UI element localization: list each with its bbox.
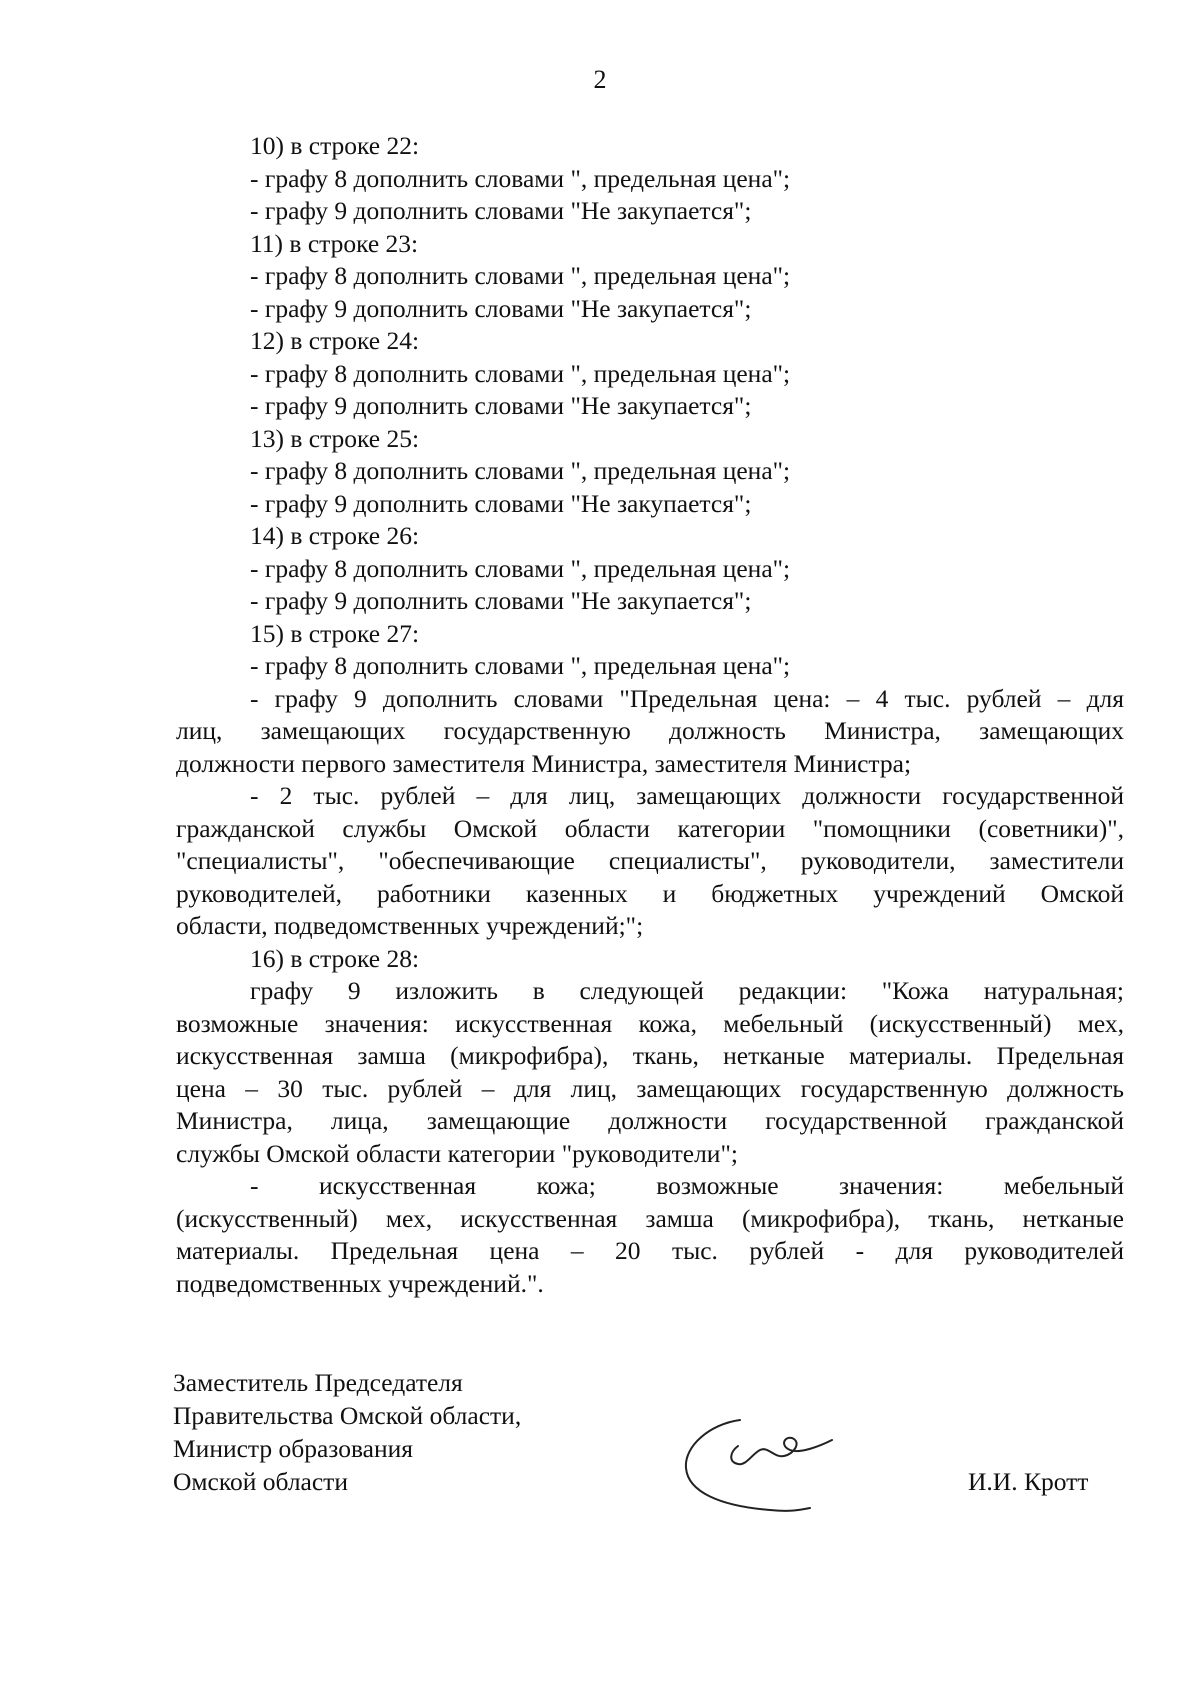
text-line: "специалисты", "обеспечивающие специалисты", руководители, заместители	[176, 846, 1124, 875]
body-text	[176, 130, 1124, 1300]
text-line: - графу 8 дополнить словами ", предельная цена";	[250, 456, 791, 485]
text-line: - графу 9 дополнить словами "Не закупается";	[250, 391, 752, 420]
text-line: - графу 9 дополнить словами "Не закупается";	[250, 586, 752, 615]
text-line: - 2 тыс. рублей – для лиц, замещающих должности государственной	[250, 781, 1124, 810]
text-line: - графу 9 дополнить словами "Не закупается";	[250, 488, 752, 518]
text-line: области, подведомственных учреждений;";	[176, 911, 644, 940]
signer-title-line: Министр образования	[173, 1434, 414, 1463]
text-line: - графу 8 дополнить словами ", предельная цена";	[250, 651, 791, 680]
signer-title-line: Правительства Омской области,	[173, 1401, 522, 1430]
text-line: 12) в строке 24:	[250, 326, 420, 355]
page-number: 2	[593, 65, 607, 94]
signer-name: И.И. Кротт	[968, 1467, 1089, 1496]
text-line: гражданской службы Омской области категории "помощники (советники)",	[176, 813, 1124, 843]
text-line: - графу 9 дополнить словами "Предельная цена: – 4 тыс. рублей – для	[250, 683, 1124, 713]
text-line: 14) в строке 26:	[250, 521, 420, 550]
text-line: подведомственных учреждений.".	[176, 1268, 544, 1298]
text-line: должности первого заместителя Министра, заместителя Министра;	[176, 748, 912, 778]
text-line: 15) в строке 27:	[250, 618, 420, 648]
text-line: Министра, лица, замещающие должности государственной гражданской	[176, 1106, 1124, 1135]
text-line: - графу 9 дополнить словами "Не закупается";	[250, 196, 752, 225]
text-line: 11) в строке 23:	[250, 228, 419, 258]
text-line: - графу 8 дополнить словами ", предельная цена";	[250, 358, 791, 388]
text-line: 13) в строке 25:	[250, 423, 420, 453]
text-line: 16) в строке 28:	[250, 943, 420, 973]
text-line: возможные значения: искусственная кожа, мебельный (искусственный) мех,	[176, 1008, 1124, 1038]
text-line: 10) в строке 22:	[250, 131, 420, 160]
text-line: руководителей, работники казенных и бюджетных учреждений Омской	[176, 878, 1124, 908]
text-line: лиц, замещающих государственную должность Министра, замещающих	[176, 716, 1124, 745]
signer-title-line: Омской области	[173, 1467, 348, 1496]
text-line: цена – 30 тыс. рублей – для лиц, замещающих государственную должность	[176, 1073, 1124, 1103]
text-line: материалы. Предельная цена – 20 тыс. рублей - для руководителей	[176, 1236, 1124, 1265]
handwritten-signature	[680, 1406, 850, 1526]
text-line: - графу 9 дополнить словами "Не закупается";	[250, 293, 752, 323]
text-line: - графу 8 дополнить словами ", предельная цена";	[250, 163, 791, 193]
text-line: - графу 8 дополнить словами ", предельная цена";	[250, 553, 791, 583]
text-line: - графу 8 дополнить словами ", предельная цена";	[250, 261, 791, 290]
text-line: искусственная замша (микрофибра), ткань, нетканые материалы. Предельная	[176, 1041, 1124, 1070]
signature-block	[173, 1366, 521, 1498]
text-line: графу 9 изложить в следующей редакции: "Кожа натуральная;	[250, 976, 1124, 1005]
text-line: - искусственная кожа; возможные значения: мебельный	[250, 1171, 1124, 1200]
text-line: (искусственный) мех, искусственная замша (микрофибра), ткань, нетканые	[176, 1203, 1124, 1233]
text-line: службы Омской области категории "руководители";	[176, 1138, 738, 1168]
signer-title-line: Заместитель Председателя	[173, 1368, 463, 1397]
